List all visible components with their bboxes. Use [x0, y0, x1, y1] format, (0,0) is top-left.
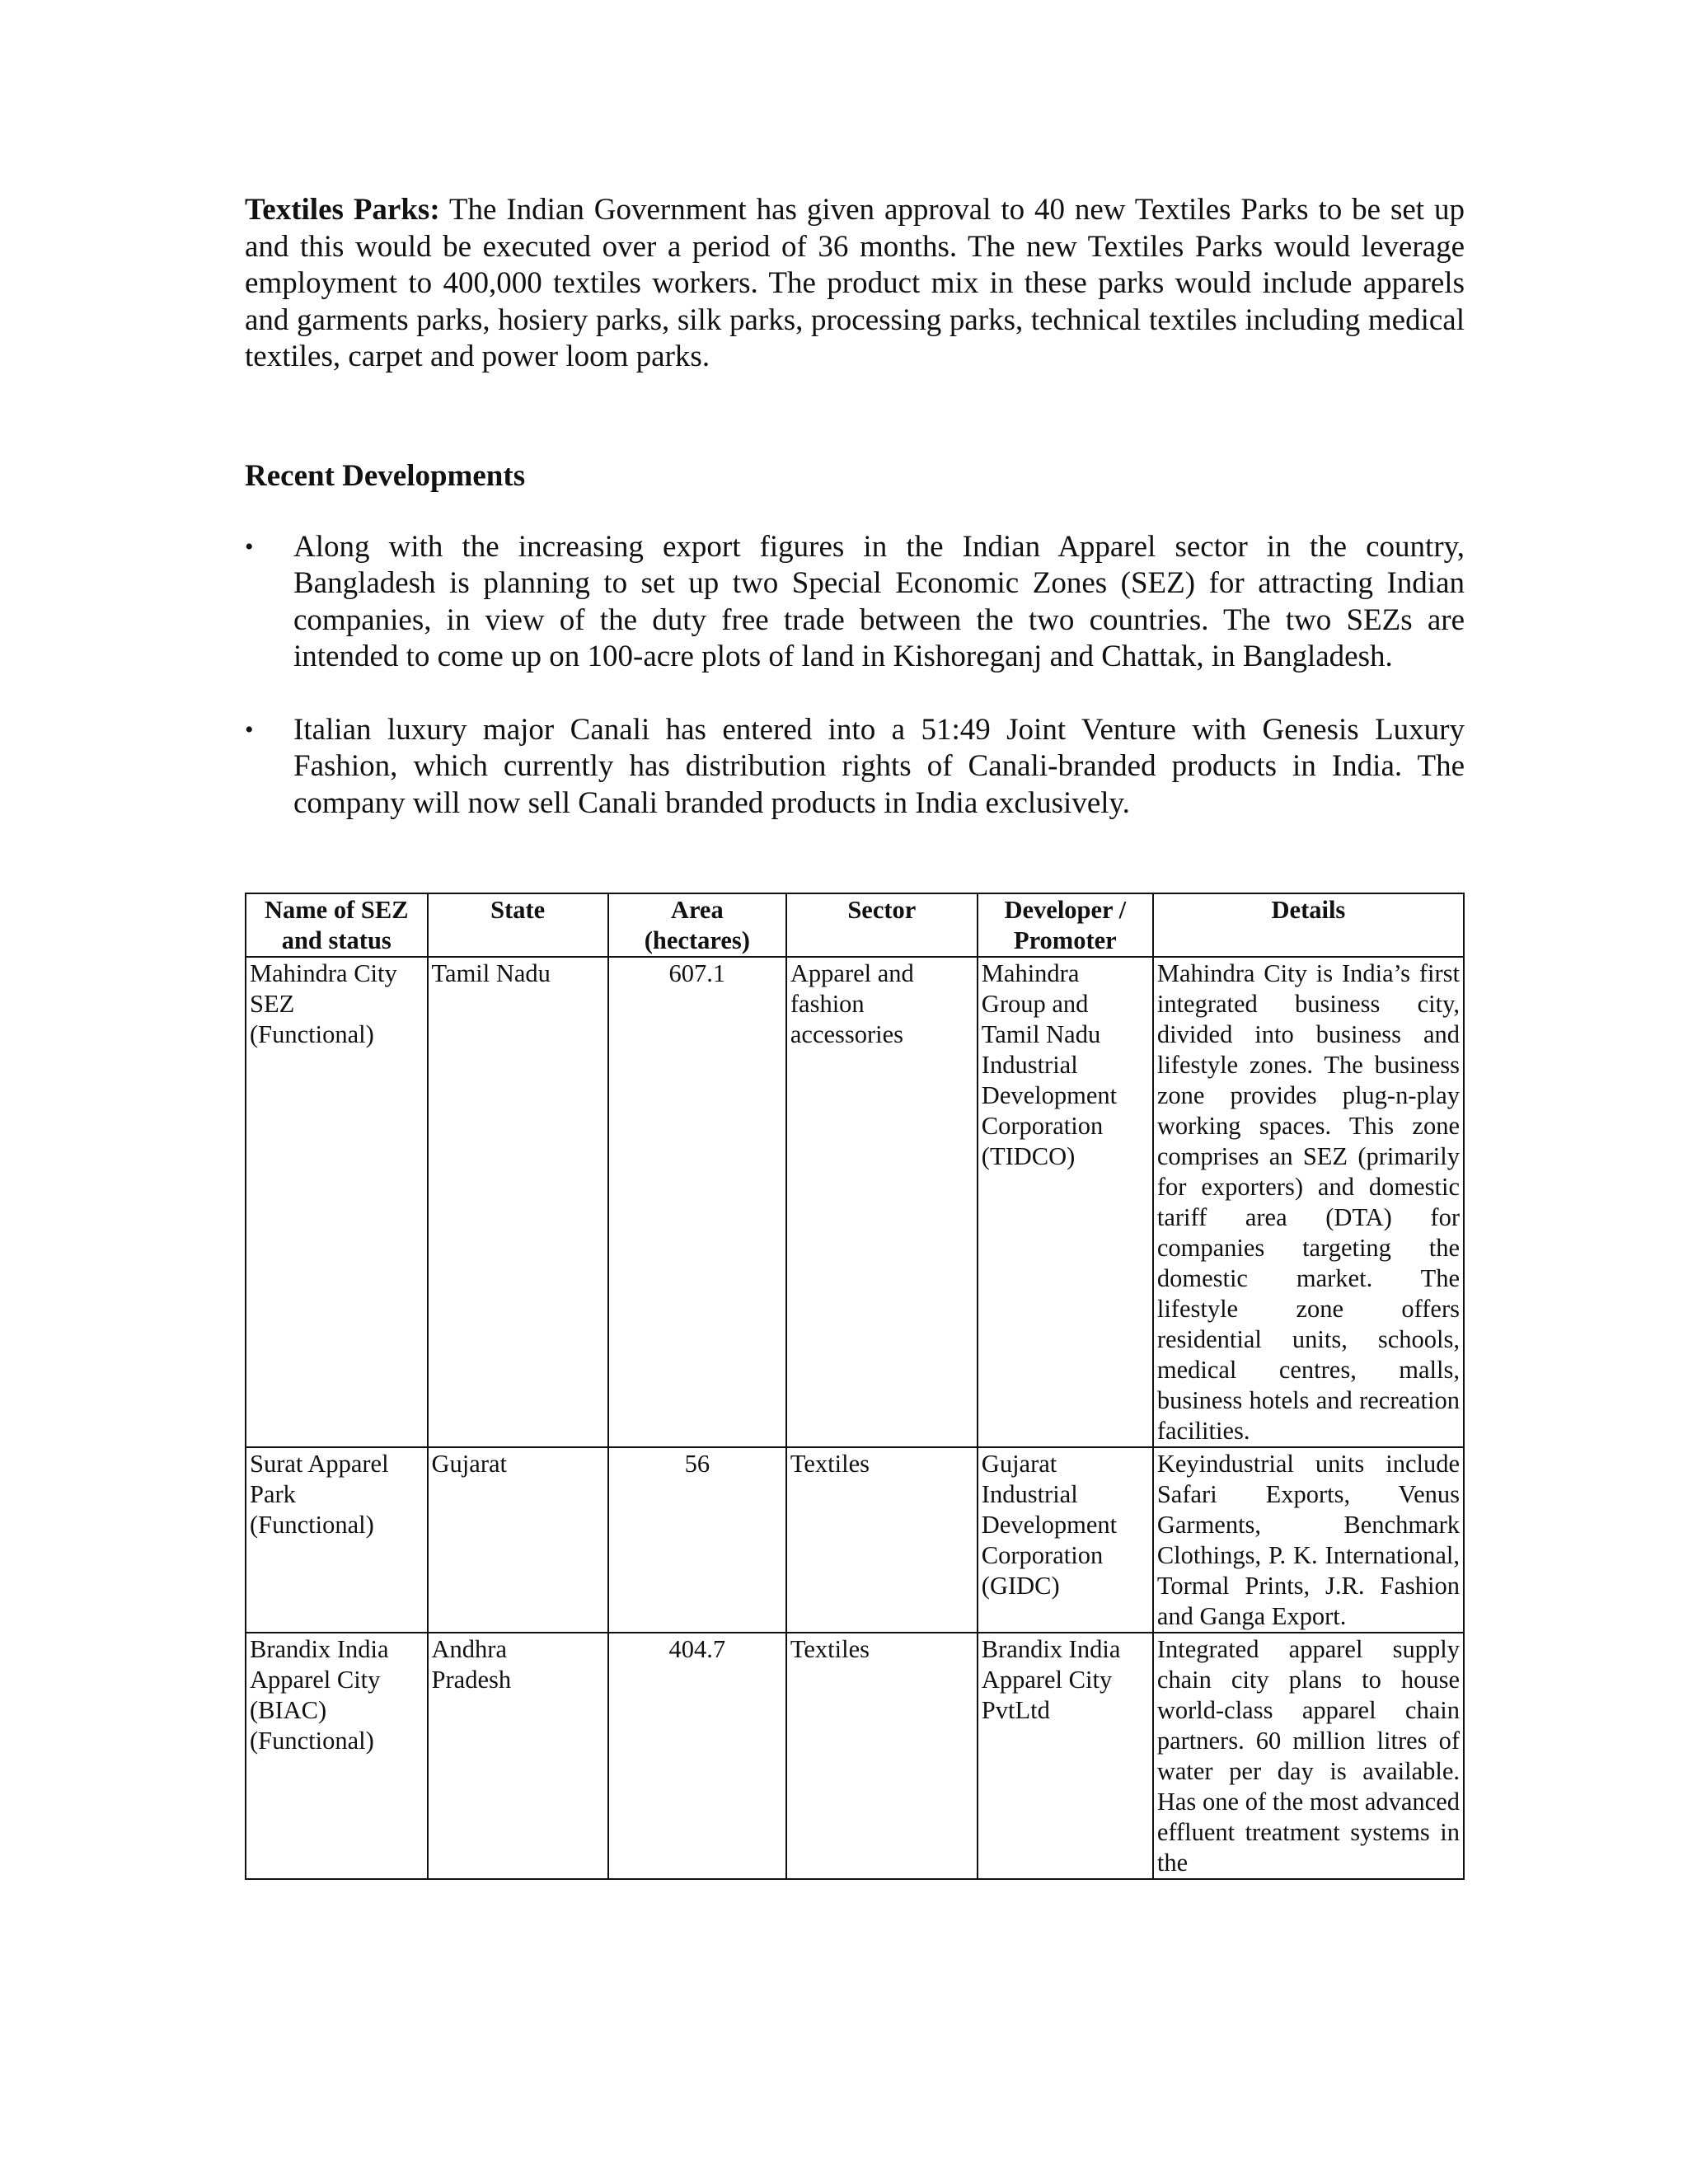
cell-sector: Textiles [786, 1447, 978, 1633]
cell-state: Gujarat [428, 1447, 608, 1633]
bullet-icon: • [245, 715, 254, 743]
cell-details: Mahindra City is India’s first integrated business city, divided into business and lifestyle zones. The business zone provides plug-n-play working spaces. This zone comprises an SEZ (primarily for exporters) and domestic tariff area (DTA) for companies targeting the domestic market. The lifestyle zone offers residential units, schools, medical centres, malls, business hotels and recreation facilities. [1153, 957, 1464, 1447]
table-row [246, 1447, 1464, 1633]
textiles-parks-label: Textiles Parks: [245, 193, 440, 227]
cell-state: Andhra Pradesh [428, 1633, 608, 1879]
header-details: Details [1153, 893, 1464, 957]
header-area: Area (hectares) [608, 893, 786, 957]
cell-sector: Apparel and fashion accessories [786, 957, 978, 1447]
header-sector: Sector [786, 893, 978, 957]
textiles-parks-body: The Indian Government has given approval to 40 new Textiles Parks to be set up and this would be executed over a period of 36 months. The new Textiles Parks would leverage employment to 400,000 textiles workers. The product mix in these parks would include apparels and garments parks, hosiery parks, silk parks, processing parks, technical textiles including medical textiles, carpet and power loom parks. [245, 193, 1465, 373]
cell-sez-name: Brandix India Apparel City (BIAC) (Functional) [246, 1633, 428, 1879]
table-row [246, 957, 1464, 1447]
cell-details: Integrated apparel supply chain city plans to house world-class apparel chain partners. 60 million litres of water per day is available. Has one of the most advanced effluent treatment systems in the [1153, 1633, 1464, 1879]
header-name-of-sez: Name of SEZ and status [246, 893, 428, 957]
list-item [245, 529, 1465, 676]
cell-state: Tamil Nadu [428, 957, 608, 1447]
cell-details: Keyindustrial units include Safari Exports, Venus Garments, Benchmark Clothings, P. K. International, Tormal Prints, J.R. Fashion and Ganga Export. [1153, 1447, 1464, 1633]
recent-developments-list [245, 529, 1465, 823]
cell-sez-name: Mahindra City SEZ (Functional) [246, 957, 428, 1447]
bullet-text: Along with the increasing export figures in the Indian Apparel sector in the country, Bangladesh is planning to set up two Special Economic Zones (SEZ) for attracting Indian companies, in view of the duty free trade between the two countries. The two SEZs are intended to come up on 100-acre plots of land in Kishoreganj and Chattak, in Bangladesh. [293, 529, 1465, 673]
sez-table [245, 893, 1465, 1880]
cell-developer: Mahindra Group and Tamil Nadu Industrial Development Corporation (TIDCO) [978, 957, 1153, 1447]
cell-area: 607.1 [608, 957, 786, 1447]
bullet-icon: • [245, 532, 254, 560]
cell-developer: Brandix India Apparel City PvtLtd [978, 1633, 1153, 1879]
list-item [245, 712, 1465, 823]
bullet-text: Italian luxury major Canali has entered into a 51:49 Joint Venture with Genesis Luxury Fashion, which currently has distribution rights of Canali-branded products in India. The company will now sell Canali branded products in India exclusively. [293, 712, 1465, 820]
cell-sector: Textiles [786, 1633, 978, 1879]
cell-area: 404.7 [608, 1633, 786, 1879]
cell-developer: Gujarat Industrial Development Corporation (GIDC) [978, 1447, 1153, 1633]
table-header-row [246, 893, 1464, 957]
header-state: State [428, 893, 608, 957]
cell-sez-name: Surat Apparel Park (Functional) [246, 1447, 428, 1633]
recent-developments-heading: Recent Developments [245, 458, 526, 493]
textiles-parks-paragraph [245, 192, 1465, 376]
cell-area: 56 [608, 1447, 786, 1633]
document-page [245, 192, 1465, 858]
header-developer: Developer / Promoter [978, 893, 1153, 957]
table-row [246, 1633, 1464, 1879]
